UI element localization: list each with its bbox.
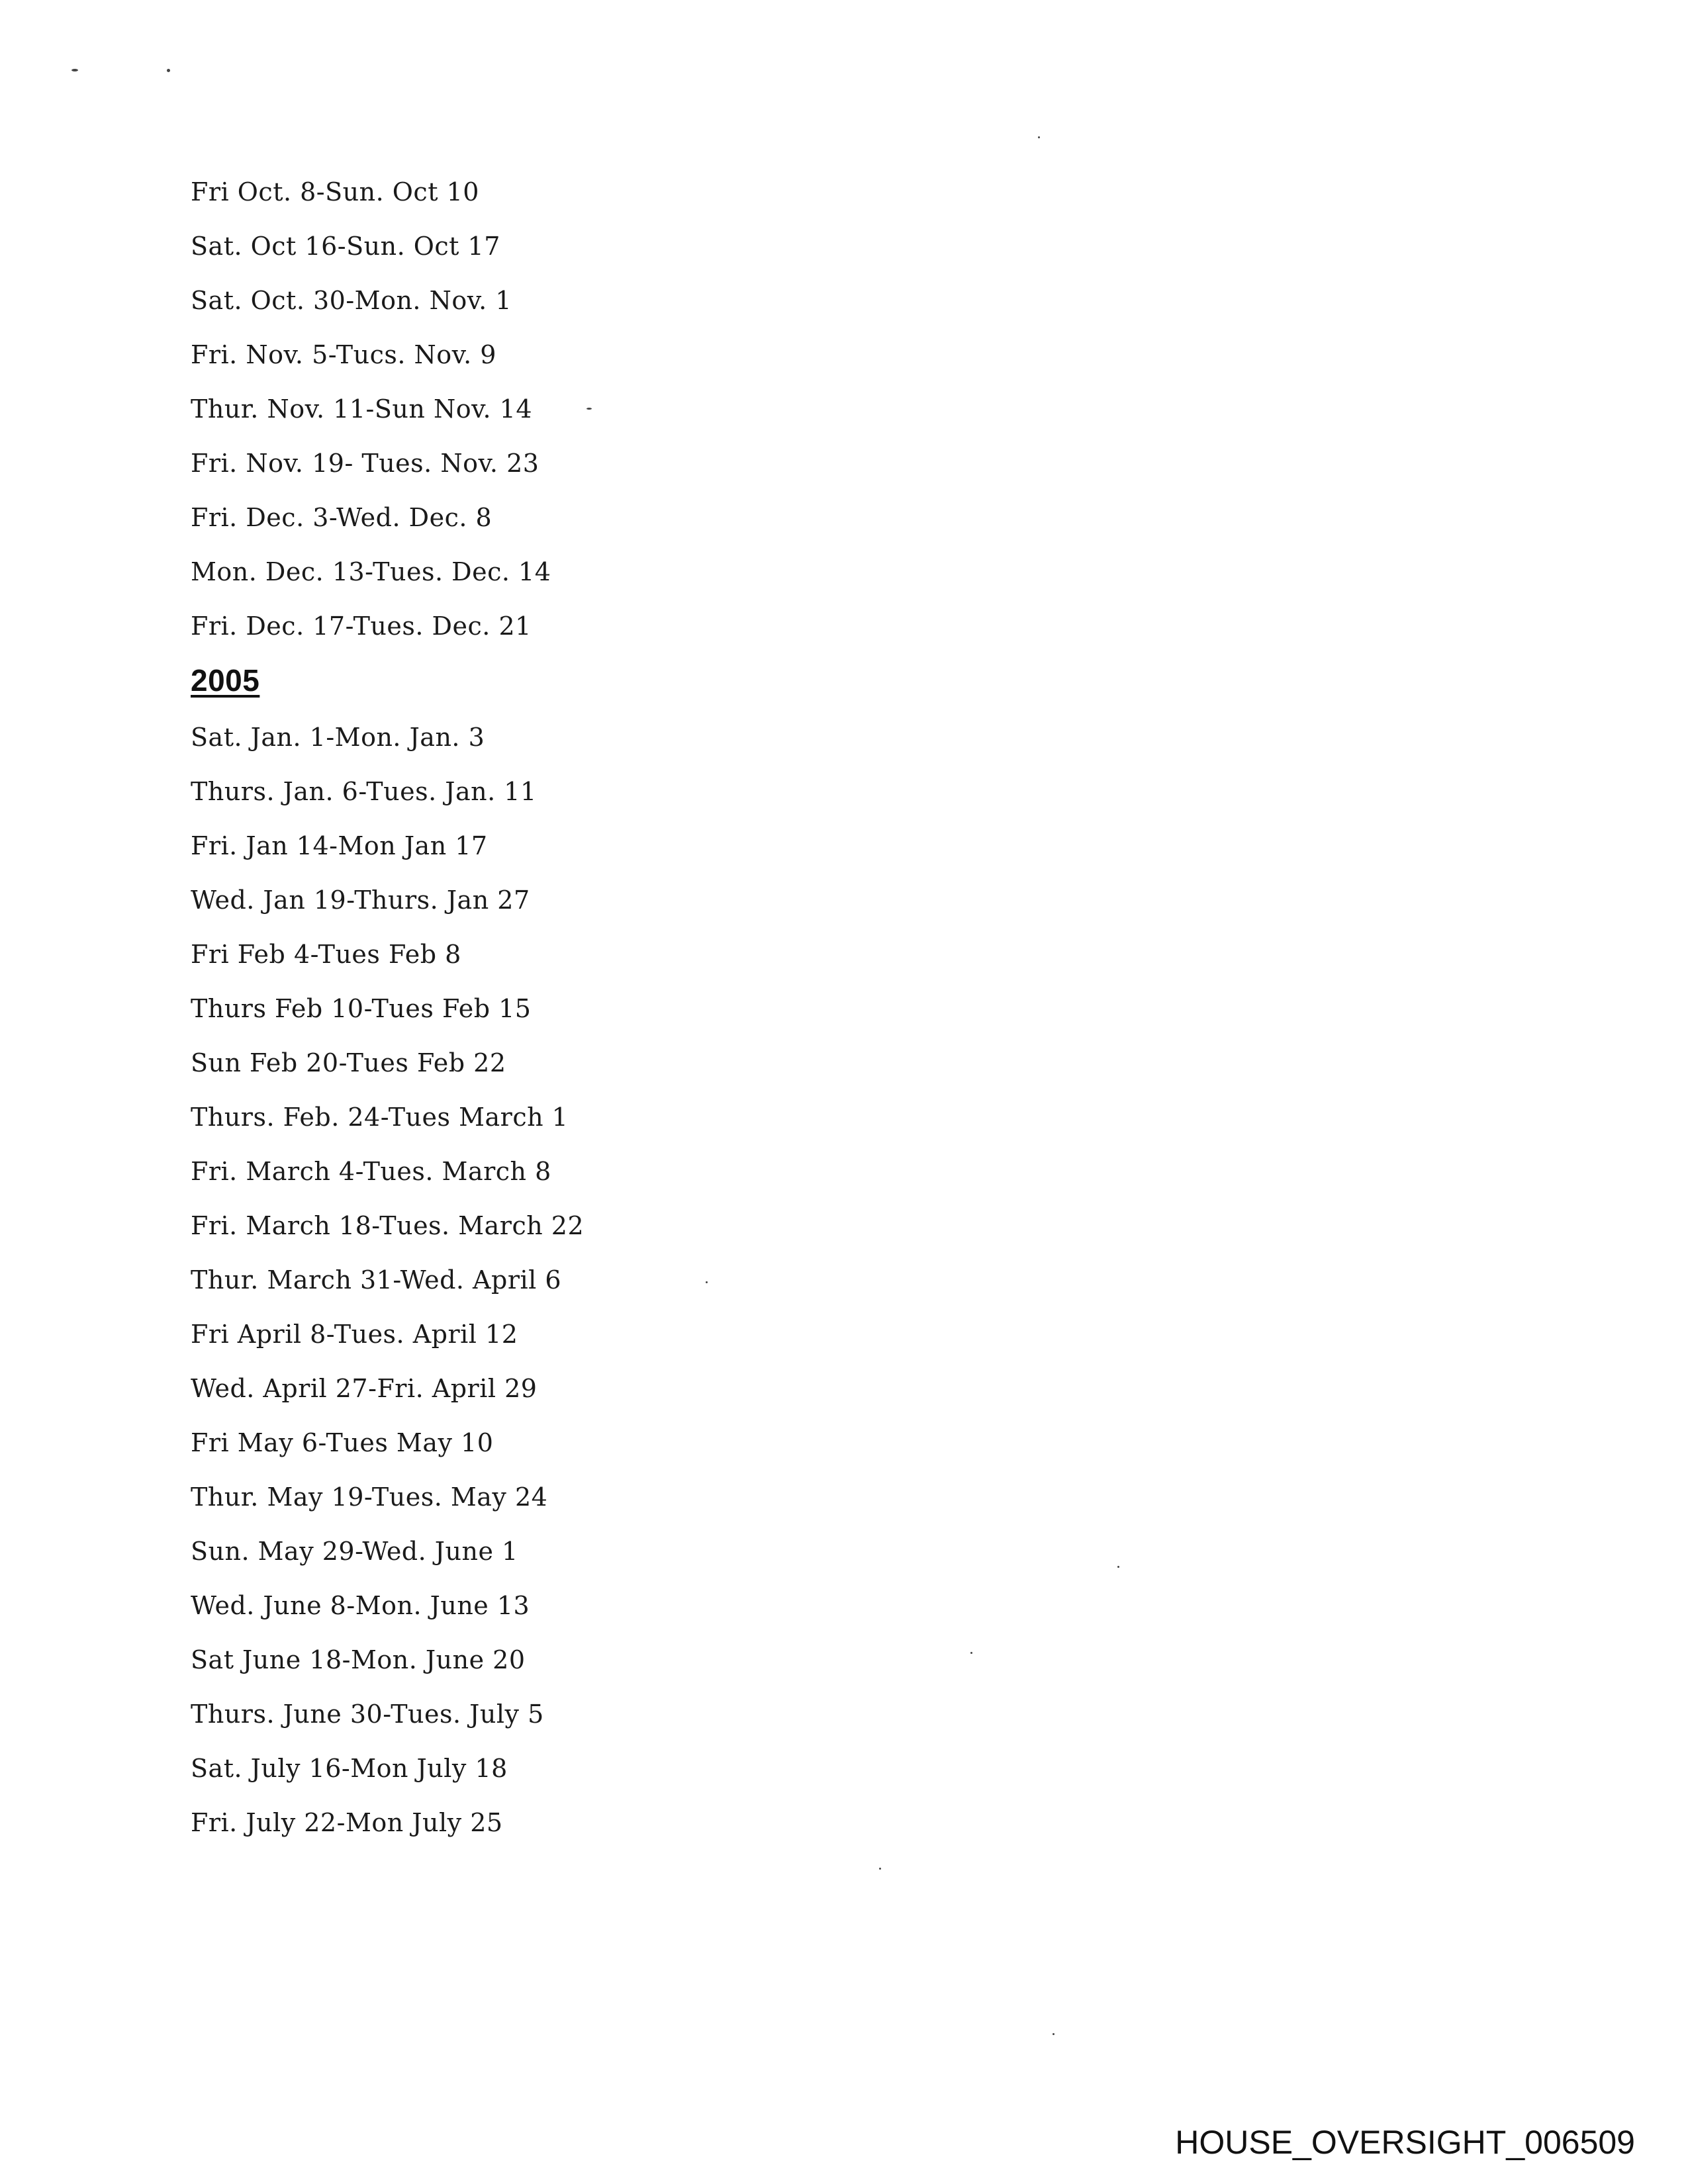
date-range-entry: Fri. March 4-Tues. March 8 [191,1157,551,1186]
date-range-entry: Thur. Nov. 11-Sun Nov. 14 [191,394,533,424]
date-range-entry: Wed. April 27-Fri. April 29 [191,1374,538,1403]
date-range-entry: Thurs. Feb. 24-Tues March 1 [191,1103,569,1132]
date-range-entry: Fri. Jan 14-Mon Jan 17 [191,831,488,860]
scan-speck [970,1652,972,1654]
date-range-entry: Wed. June 8-Mon. June 13 [191,1591,530,1620]
date-range-entry: Thur. May 19-Tues. May 24 [191,1482,548,1512]
scan-speck [879,1868,881,1870]
date-range-entry: Thurs. Jan. 6-Tues. Jan. 11 [191,777,537,806]
date-range-entry: Mon. Dec. 13-Tues. Dec. 14 [191,557,551,586]
date-range-entry: Wed. Jan 19-Thurs. Jan 27 [191,886,530,915]
date-range-list [191,173,584,1858]
scan-speck [586,408,592,410]
date-range-entry: Sat. Oct 16-Sun. Oct 17 [191,232,500,261]
date-range-entry: Fri. Nov. 19- Tues. Nov. 23 [191,449,539,478]
date-range-entry: Thurs Feb 10-Tues Feb 15 [191,994,532,1023]
date-range-entry: Fri. Nov. 5-Tucs. Nov. 9 [191,340,496,369]
date-range-entry: Fri. Dec. 17-Tues. Dec. 21 [191,612,532,641]
date-range-entry: Sat. Jan. 1-Mon. Jan. 3 [191,723,485,752]
date-range-entry: Fri. July 22-Mon July 25 [191,1808,503,1837]
date-range-entry: Fri May 6-Tues May 10 [191,1428,494,1457]
date-range-entry: Sun Feb 20-Tues Feb 22 [191,1048,506,1077]
date-range-entry: Sat. Oct. 30-Mon. Nov. 1 [191,286,512,315]
scan-speck [1053,2033,1055,2035]
date-range-entry: Sat June 18-Mon. June 20 [191,1645,526,1674]
scan-speck [1117,1566,1119,1568]
scan-speck [71,69,78,71]
date-range-entry: Sat. July 16-Mon July 18 [191,1754,508,1783]
date-range-entry: Fri Feb 4-Tues Feb 8 [191,940,461,969]
scan-speck [706,1281,708,1283]
year-heading: 2005 [191,663,260,698]
date-range-entry: Fri April 8-Tues. April 12 [191,1320,518,1349]
date-range-entry: Fri. Dec. 3-Wed. Dec. 8 [191,503,492,532]
scan-speck [1038,136,1040,138]
bates-number: HOUSE_OVERSIGHT_006509 [1175,2124,1635,2161]
date-range-entry: Fri. March 18-Tues. March 22 [191,1211,585,1240]
date-range-entry: Thurs. June 30-Tues. July 5 [191,1700,544,1729]
date-range-entry: Fri Oct. 8-Sun. Oct 10 [191,177,479,206]
date-range-entry: Thur. March 31-Wed. April 6 [191,1265,562,1295]
date-range-entry: Sun. May 29-Wed. June 1 [191,1537,518,1566]
scan-speck [167,69,170,72]
